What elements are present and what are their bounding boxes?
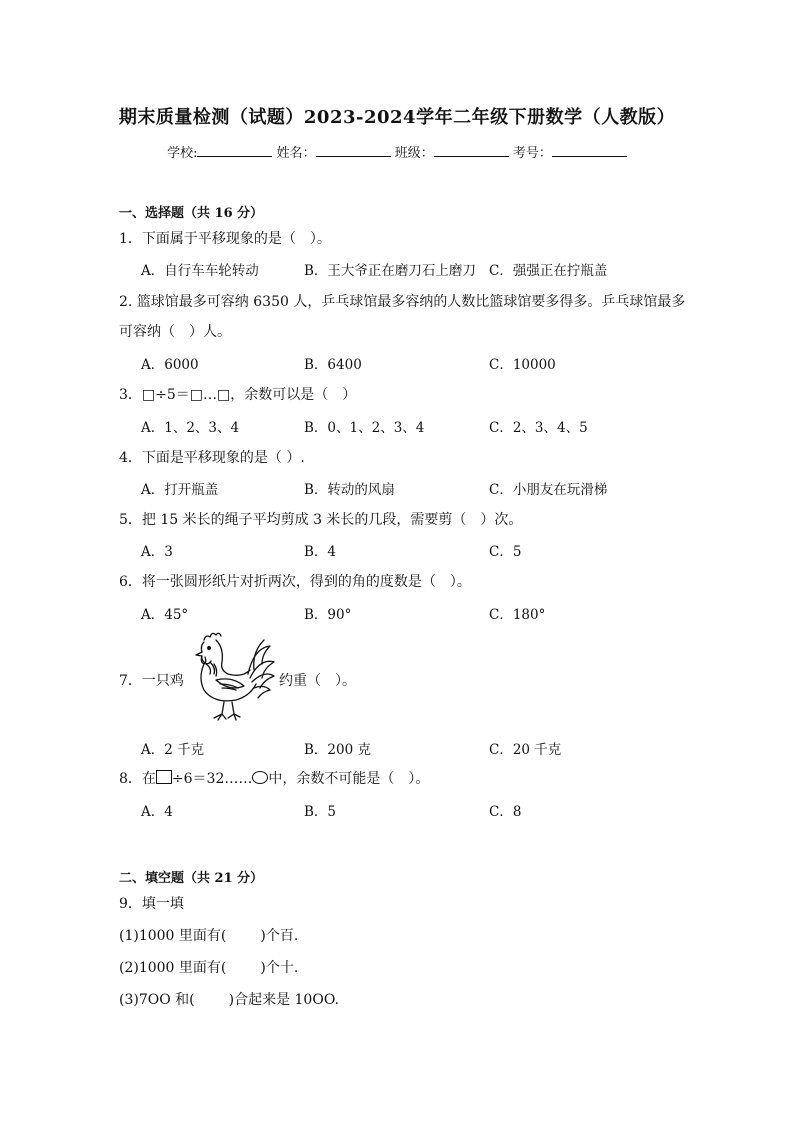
q8-prefix: 8．在 <box>119 771 156 787</box>
page-title: 期末质量检测（试题）2023-2024学年二年级下册数学（人教版） <box>118 107 676 128</box>
question-4-stem: 4．下面是平移现象的是（ ）. <box>119 450 305 466</box>
question-6-stem: 6．将一张圆形纸片对折两次，得到的角的度数是（ ）。 <box>119 574 471 590</box>
q5-option-a: A．3 <box>141 544 173 560</box>
question-1-stem: 1．下面属于平移现象的是（ ）。 <box>119 231 331 247</box>
question-7-stem-suffix: 约重（ ）。 <box>279 673 356 689</box>
q4-option-b: B．转动的风扇 <box>304 482 395 498</box>
name-blank <box>316 144 391 157</box>
q6-option-c: C．180° <box>489 607 546 623</box>
q2-option-c: C．10000 <box>489 357 556 373</box>
q7-option-c: C．20 千克 <box>489 742 562 758</box>
student-info-line <box>0 142 794 161</box>
section-heading-fill: 二、填空题（共 21 分） <box>119 871 264 886</box>
question-7-stem-prefix: 7．一只鸡 <box>119 673 184 689</box>
question-5-stem: 5．把 15 米长的绳子平均剪成 3 米长的几段，需要剪（ ）次。 <box>119 512 523 528</box>
rooster-icon <box>190 628 276 724</box>
q7-option-b: B．200 克 <box>304 742 371 758</box>
q5-option-c: C．5 <box>489 544 522 560</box>
q7-option-a: A．2 千克 <box>141 742 205 758</box>
q2-option-b: B．6400 <box>304 357 362 373</box>
q9-part-1-text-a: (1)1000 里面有( <box>119 928 227 944</box>
q8-option-b: B．5 <box>304 804 337 820</box>
q6-option-b: B．90° <box>304 607 352 623</box>
question-3-stem: 3．□÷5＝□…□，余数可以是（ ） <box>119 387 357 403</box>
class-blank <box>434 144 509 157</box>
q4-option-a: A．打开瓶盖 <box>141 482 219 498</box>
q9-part-2-text-b: )个十. <box>260 960 299 976</box>
q1-option-a: A．自行车车轮转动 <box>141 263 259 279</box>
q5-option-b: B．4 <box>304 544 337 560</box>
q9-part-1 <box>119 925 298 945</box>
question-2-stem-line2: 可容纳（ ）人。 <box>119 324 231 340</box>
q9-part-2-text-a: (2)1000 里面有( <box>119 960 227 976</box>
q9-part-1-text-b: )个百. <box>260 928 299 944</box>
q1-option-c: C．强强正在拧瓶盖 <box>489 263 608 279</box>
q4-option-c: C．小朋友在玩滑梯 <box>489 482 608 498</box>
q9-part-3 <box>119 989 339 1009</box>
q9-part-3-text-a: (3)7OO 和( <box>119 992 195 1008</box>
question-2-stem-line1: 2. 篮球馆最多可容纳 6350 人，乒乓球馆最多容纳的人数比篮球馆要多得多。乒乓球馆最多 <box>119 294 686 310</box>
question-8-stem <box>119 768 429 788</box>
school-blank <box>197 144 272 157</box>
q8-option-a: A．4 <box>141 804 173 820</box>
q8-suffix: 中，余数不可能是（ ）。 <box>268 771 430 787</box>
school-label: 学校: <box>167 146 198 161</box>
section-heading-choice: 一、选择题（共 16 分） <box>119 206 264 221</box>
exam-no-blank <box>552 144 627 157</box>
q3-option-b: B．0、1、2、3、4 <box>304 420 425 436</box>
q9-part-3-text-b: )合起来是 10OO. <box>228 992 339 1008</box>
q6-option-a: A．45° <box>141 607 189 623</box>
q1-option-b: B．王大爷正在磨刀石上磨刀 <box>304 263 476 279</box>
q3-option-c: C．2、3、4、5 <box>489 420 588 436</box>
q2-option-a: A．6000 <box>141 357 199 373</box>
class-label: 班级： <box>394 146 434 161</box>
q8-mid: ÷6＝32…… <box>171 771 253 787</box>
q9-part-2 <box>119 957 298 977</box>
name-label: 姓名： <box>276 146 316 161</box>
q8-option-c: C．8 <box>489 804 522 820</box>
q3-option-a: A．1、2、3、4 <box>141 420 240 436</box>
exam-no-label: 考号： <box>512 146 552 161</box>
circle-blank-icon <box>252 771 268 784</box>
square-blank-icon <box>156 770 172 784</box>
question-9-stem: 9．填一填 <box>119 896 184 912</box>
